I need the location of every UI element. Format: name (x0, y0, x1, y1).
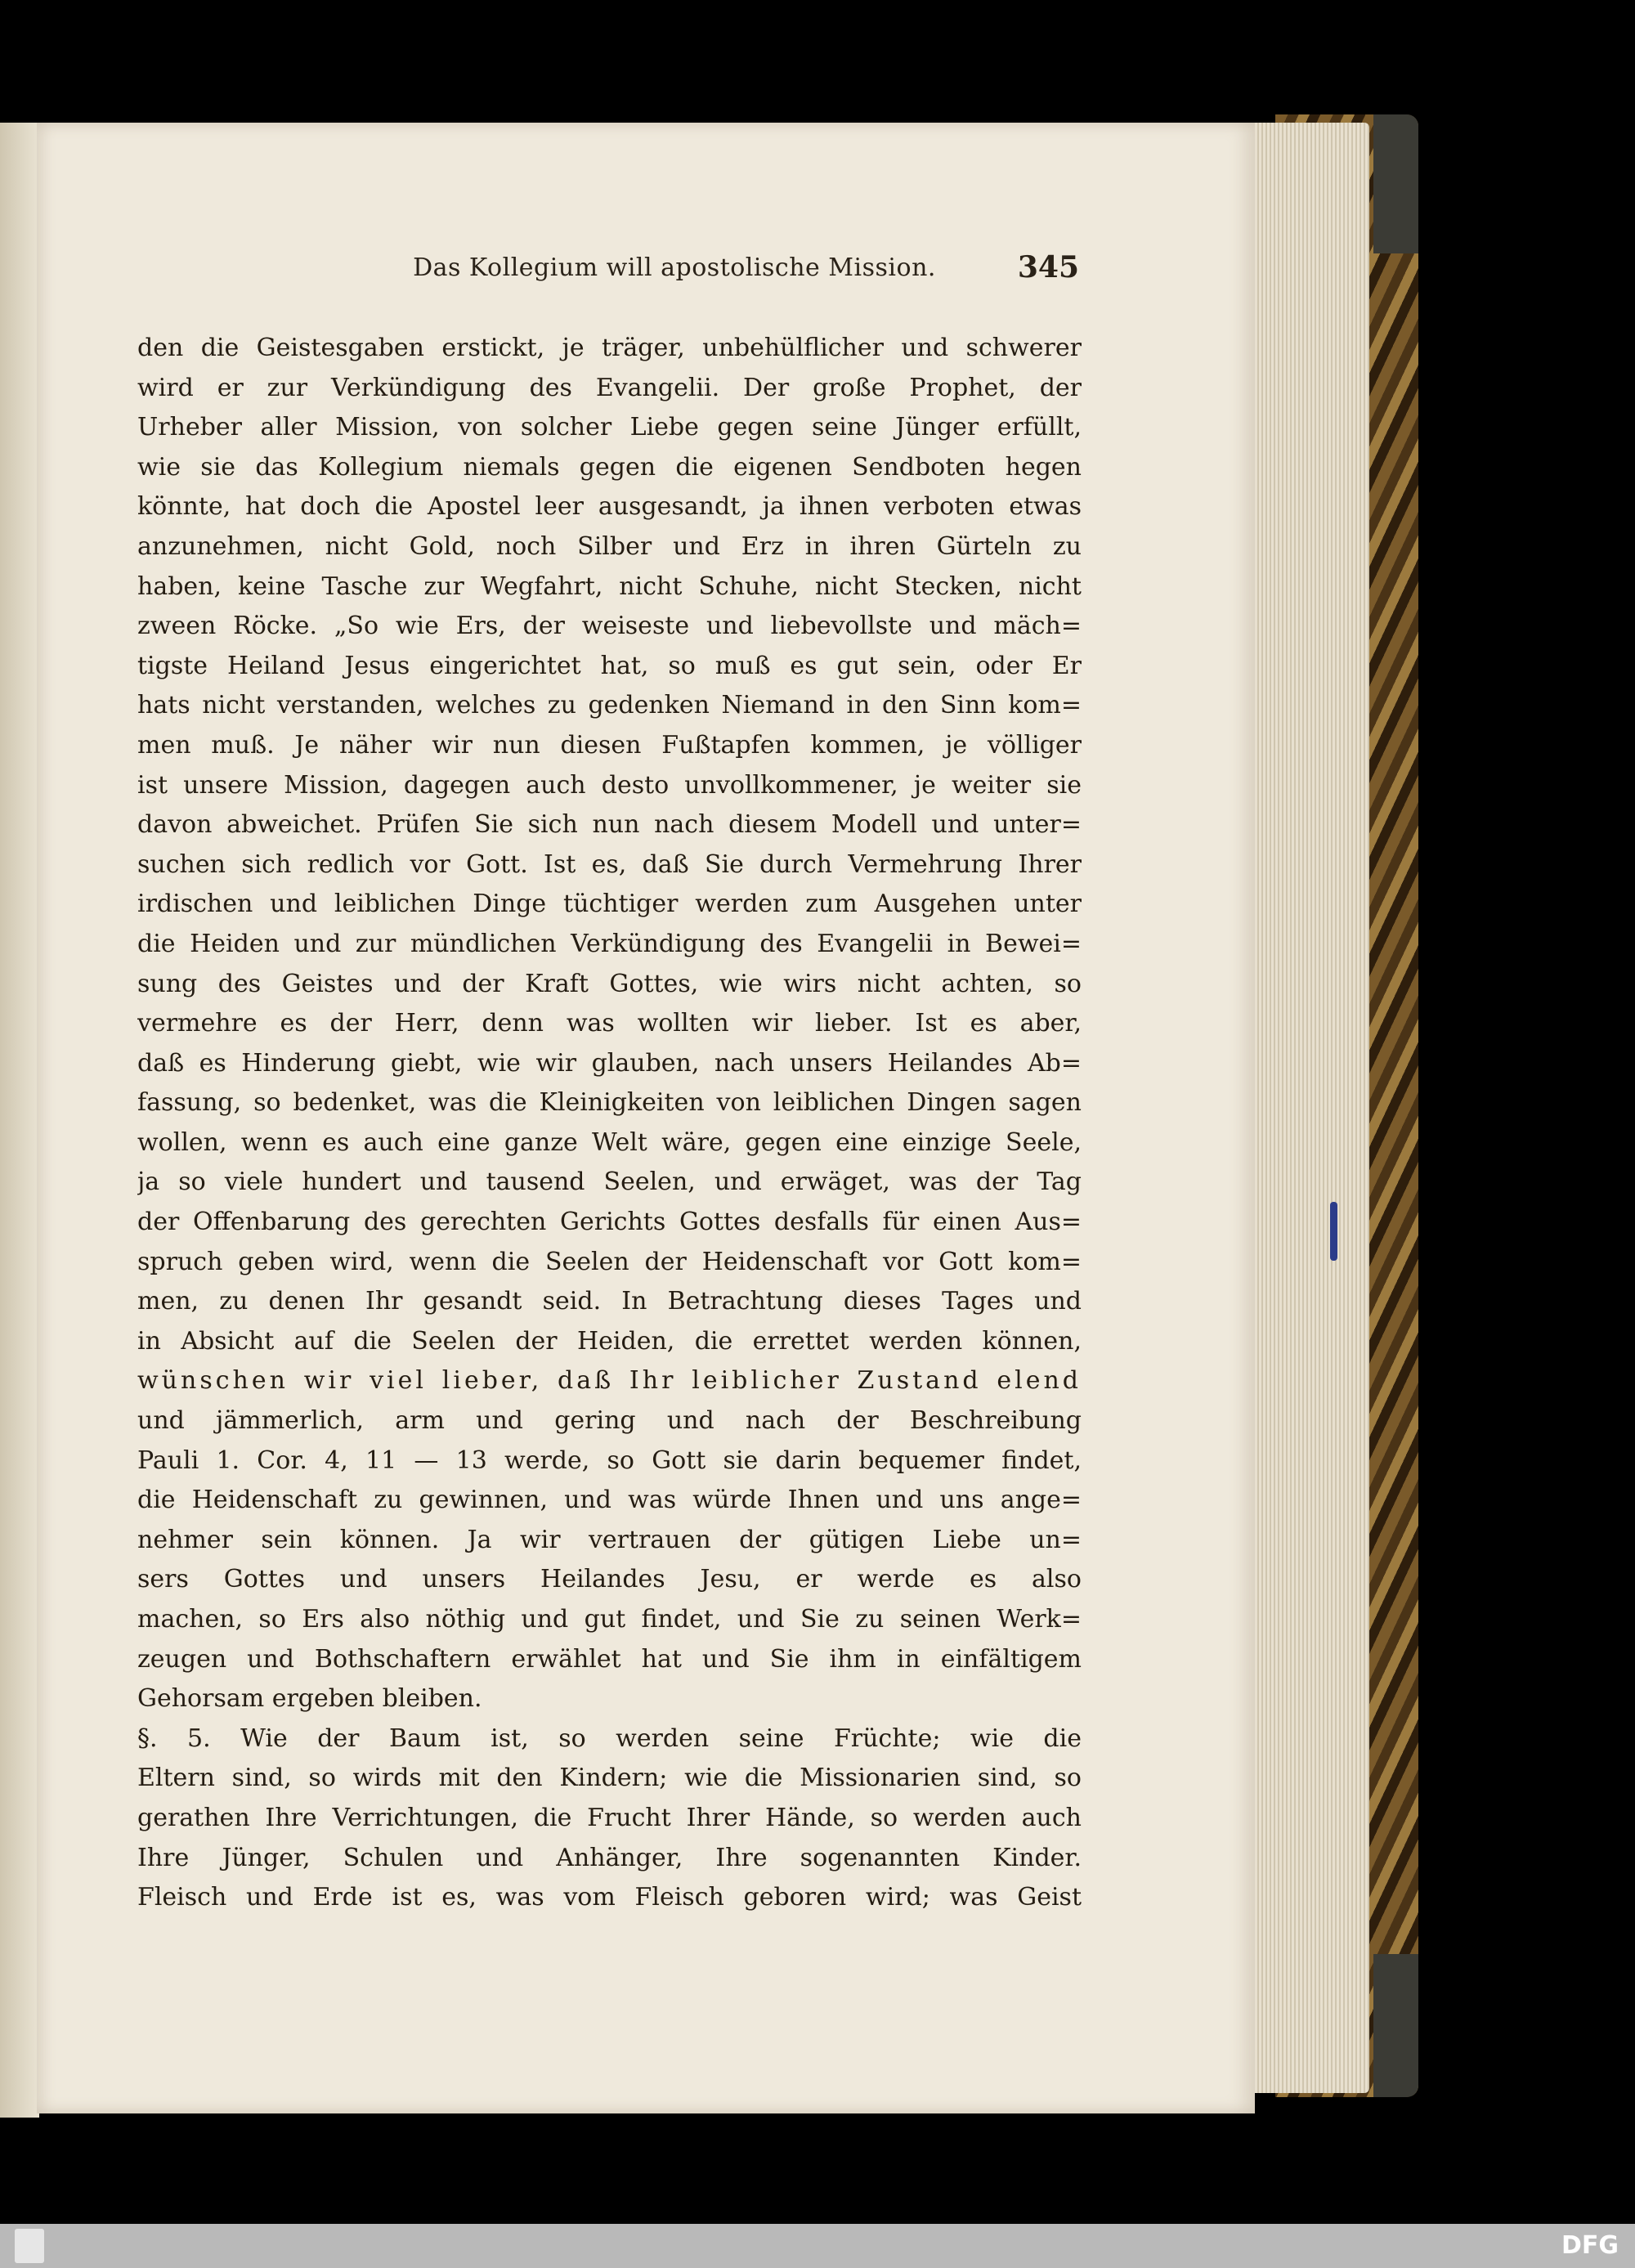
text-line: zeugen und Bothschaftern erwählet hat und Sie ihm in einfältigem (137, 1644, 1082, 1674)
text-line: der Offenbarung des gerechten Gerichts Gottes desfalls für einen Aus= (137, 1208, 1082, 1237)
running-title: Das Kollegium will apostolische Mission. (413, 253, 936, 282)
text-line: zween Röcke. „So wie Ers, der weiseste und liebevollste und mäch= (137, 612, 1082, 641)
text-line: irdischen und leiblichen Dinge tüchtiger werden zum Ausgehen unter (137, 890, 1082, 919)
page-header (135, 250, 1079, 294)
text-line: hats nicht verstanden, welches zu gedenken Niemand in den Sinn kom= (137, 691, 1082, 720)
text-line: davon abweichet. Prüfen Sie sich nun nach diesem Modell und unter= (137, 810, 1082, 840)
text-line: spruch geben wird, wenn die Seelen der Heidenschaft vor Gott kom= (137, 1247, 1082, 1276)
text-line: nehmer sein können. Ja wir vertrauen der gütigen Liebe un= (137, 1525, 1082, 1554)
cover-corner-top (1373, 114, 1418, 253)
text-line: könnte, hat doch die Apostel leer ausgesandt, ja ihnen verboten etwas (137, 492, 1082, 522)
text-line: suchen sich redlich vor Gott. Ist es, daß Sie durch Vermehrung Ihrer (137, 849, 1082, 879)
text-line: machen, so Ers also nöthig und gut findet, und Sie zu seinen Werk= (137, 1605, 1082, 1634)
text-line: den die Geistesgaben erstickt, je träger, unbehülflicher und schwerer (137, 334, 1082, 362)
text-line: Eltern sind, so wirds mit den Kindern; wie die Missionarien sind, so (137, 1764, 1082, 1793)
text-line: Pauli 1. Cor. 4, 11 — 13 werde, so Gott sie darin bequemer findet, (137, 1446, 1082, 1475)
text-line: §. 5. Wie der Baum ist, so werden seine Früchte; wie die (137, 1723, 1082, 1753)
text-line: wollen, wenn es auch eine ganze Welt wäre, gegen eine einzige Seele, (137, 1127, 1082, 1157)
page-number: 345 (1017, 250, 1079, 285)
text-line: Urheber aller Mission, von solcher Liebe gegen seine Jünger erfüllt, (137, 413, 1082, 442)
text-line: die Heidenschaft zu gewinnen, und was würde Ihnen und uns ange= (137, 1486, 1082, 1515)
text-line: wie sie das Kollegium niemals gegen die eigenen Sendboten hegen (137, 452, 1082, 482)
cover-corner-bottom (1373, 1954, 1418, 2097)
text-line: haben, keine Tasche zur Wegfahrt, nicht Schuhe, nicht Stecken, nicht (137, 571, 1082, 601)
text-line: gerathen Ihre Verrichtungen, die Frucht Ihrer Hände, so werden auch (137, 1803, 1082, 1832)
blue-bookmark-mark (1330, 1202, 1337, 1261)
text-line: anzunehmen, nicht Gold, noch Silber und Erz in ihren Gürteln zu (137, 531, 1082, 561)
dfg-logo: DFG (1561, 2231, 1619, 2260)
text-line: sung des Geistes und der Kraft Gottes, wie wirs nicht achten, so (137, 969, 1082, 998)
page-block-edges (1239, 123, 1369, 2093)
text-line: fassung, so bedenket, was die Kleinigkeiten von leiblichen Dingen sagen (137, 1088, 1082, 1118)
facing-page-edge (0, 123, 39, 2118)
text-line: men, zu denen Ihr gesandt seid. In Betrachtung dieses Tages und (137, 1287, 1082, 1316)
text-line: vermehre es der Herr, denn was wollten wir lieber. Ist es aber, (137, 1009, 1082, 1038)
text-line-emphasized: wünschen wir viel lieber, daß Ihr leiblicher Zustand elend (137, 1366, 1082, 1396)
text-line: sers Gottes und unsers Heilandes Jesu, er werde es also (137, 1565, 1082, 1594)
text-line: Fleisch und Erde ist es, was vom Fleisch geboren wird; was Geist (137, 1883, 1082, 1912)
text-line: ja so viele hundert und tausend Seelen, und erwäget, was der Tag (137, 1168, 1082, 1197)
text-line: daß es Hinderung giebt, wie wir glauben, nach unsers Heilandes Ab= (137, 1048, 1082, 1078)
text-line: in Absicht auf die Seelen der Heiden, die errettet werden können, (137, 1326, 1082, 1356)
text-line: und jämmerlich, arm und gering und nach der Beschreibung (137, 1406, 1082, 1436)
text-line: tigste Heiland Jesus eingerichtet hat, so muß es gut sein, oder Er (137, 651, 1082, 680)
text-line: Ihre Jünger, Schulen und Anhänger, Ihre sogenannten Kinder. (137, 1843, 1082, 1872)
text-line: die Heiden und zur mündlichen Verkündigung des Evangelii in Bewei= (137, 929, 1082, 958)
viewer-footer-bar (0, 2224, 1635, 2268)
library-logo-icon (15, 2229, 44, 2263)
text-line-paragraph-end: Gehorsam ergeben bleiben. (137, 1684, 482, 1714)
text-line: ist unsere Mission, dagegen auch desto unvollkommener, je weiter sie (137, 770, 1082, 800)
text-line: men muß. Je näher wir nun diesen Fußtapfen kommen, je völliger (137, 730, 1082, 760)
body-text (137, 329, 1082, 1918)
text-line: wird er zur Verkündigung des Evangelii. Der große Prophet, der (137, 373, 1082, 402)
